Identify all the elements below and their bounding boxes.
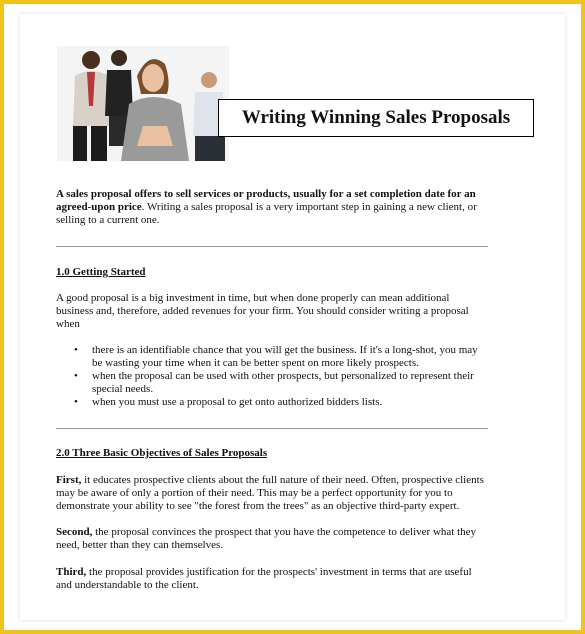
objective-first-paragraph <box>56 474 488 513</box>
intro-text: . Writing a sales proposal is a very important step in gaining a new client, or selling to a current one. <box>56 201 477 226</box>
business-team-photo <box>57 46 229 161</box>
section-heading-getting-started: 1.0 Getting Started <box>56 266 146 278</box>
list-item <box>74 344 488 370</box>
section-divider <box>56 428 488 429</box>
paragraph-lead: Third, <box>56 566 87 578</box>
intro-bold-text: A sales proposal offers to sell services or products, usually for a set completion date for an agreed-upon price <box>56 188 476 213</box>
paragraph-text: the proposal provides justification for the prospects' investment in terms that are useful and understandable to the client. <box>56 566 472 591</box>
list-item <box>74 370 488 396</box>
bullet-glyph: • <box>74 396 78 408</box>
paragraph-text: it educates prospective clients about the full nature of their need. Often, prospective clients may be aware of only a portion of their need. This may be a perfect opportunity for you to demonstrate your ability to see "the forest from the trees" as an objective third-party expert. <box>56 474 484 512</box>
section-divider <box>56 246 488 247</box>
list-item-text: when you must use a proposal to get onto authorized bidders lists. <box>92 396 383 408</box>
list-item-text: when the proposal can be used with other prospects, but personalized to represent their special needs. <box>92 370 474 395</box>
objective-third-paragraph <box>56 566 488 592</box>
intro-paragraph <box>56 188 488 227</box>
paragraph-lead: First, <box>56 474 82 486</box>
paragraph-lead: Second, <box>56 526 93 538</box>
section-heading-objectives: 2.0 Three Basic Objectives of Sales Proposals <box>56 447 268 459</box>
bullet-glyph: • <box>74 370 78 382</box>
objective-second-paragraph <box>56 526 488 552</box>
getting-started-paragraph: A good proposal is a big investment in time, but when done properly can mean additional business and, therefore, added revenues for your firm. You should consider writing a proposal when <box>56 292 469 330</box>
list-item-text: there is an identifiable chance that you will get the business. If it's a long-shot, you may be wasting your time when it can be better spent on more likely prospects. <box>92 344 478 369</box>
bullet-glyph: • <box>74 344 78 356</box>
list-item <box>74 396 488 409</box>
considerations-list <box>74 344 488 409</box>
document-title: Writing Winning Sales Proposals <box>218 99 534 137</box>
paragraph-text: the proposal convinces the prospect that you have the competence to deliver what they need, better than they can themselves. <box>56 526 477 551</box>
